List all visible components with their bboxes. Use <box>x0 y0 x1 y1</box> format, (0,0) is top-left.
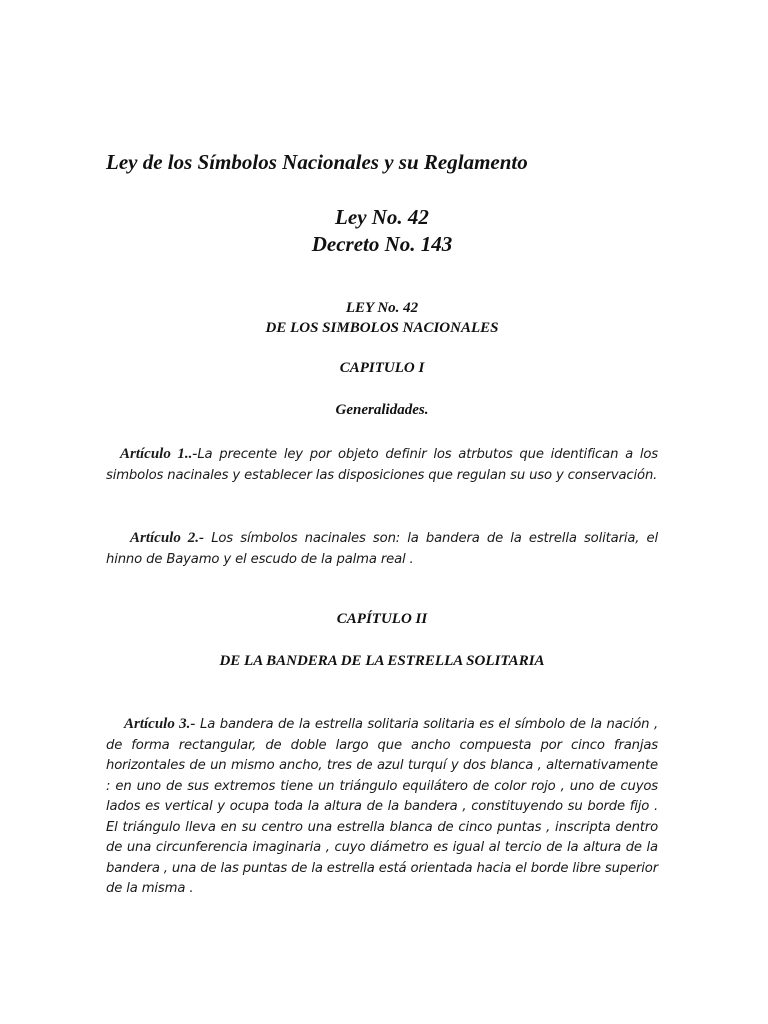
chapter-1-heading: CAPITULO I <box>339 360 425 376</box>
chapter-2-subheading: DE LA BANDERA DE LA ESTRELLA SOLITARIA <box>219 653 545 669</box>
section-subtitle: DE LOS SIMBOLOS NACIONALES <box>265 320 499 336</box>
article-3-label: Artículo 3.- <box>124 716 196 732</box>
document-title: Ley de los Símbolos Nacionales y su Reglamento <box>106 150 528 174</box>
section-law-heading: LEY No. 42 <box>345 300 419 316</box>
article-2-paragraph <box>106 528 658 570</box>
chapter-1-subheading: Generalidades. <box>335 402 429 418</box>
article-1-paragraph <box>106 444 658 486</box>
chapter-2-heading: CAPÍTULO II <box>336 611 428 627</box>
article-1-text: La precente ley por objeto definir los atrbutos que identifican a los simbolos nacinales y establecer las disposiciones que regulan su uso y conservación. <box>106 447 658 483</box>
article-3-text: La bandera de la estrella solitaria solitaria es el símbolo de la nación , de forma rectangular, de doble largo que ancho compuesta por cinco franjas horizontales de un mismo ancho, tres de azul turquí y dos blanca , alternativamente : en uno de sus extremos tiene un triángulo equilátero de color rojo , uno de cuyos lados es vertical y ocupa toda la altura de la bandera , constituyendo su borde fijo . El triángulo lleva en su centro una estrella blanca de cinco puntas , inscripta dentro de una circunferencia imaginaria , cuyo diámetro es igual al tercio de la altura de la bandera , una de las puntas de la estrella está orientada hacia el borde libre superior de la misma . <box>106 717 658 896</box>
article-2-label: Artículo 2.- <box>130 530 204 546</box>
article-1-separator: ..- <box>184 446 198 462</box>
article-3-paragraph <box>106 714 658 900</box>
article-1-label: Artículo 1 <box>120 446 185 462</box>
law-number: Ley No. 42 <box>335 205 429 229</box>
article-2-text: Los símbolos nacinales son: la bandera de la estrella solitaria, el hinno de Bayamo y el escudo de la palma real . <box>106 531 659 567</box>
decree-number: Decreto No. 143 <box>311 232 453 256</box>
